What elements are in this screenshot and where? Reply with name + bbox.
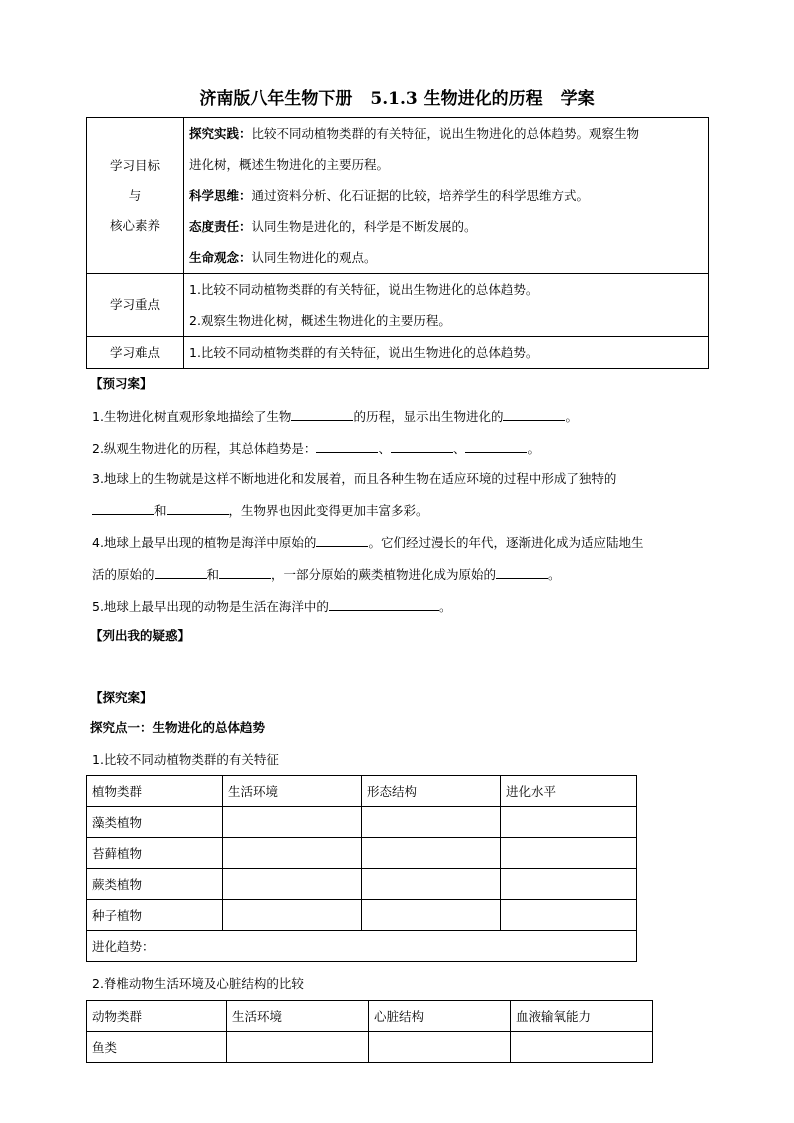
difficulty-row xyxy=(87,337,709,369)
answer-blank[interactable] xyxy=(167,500,229,515)
key-points-content xyxy=(184,274,709,337)
preview-question-3: 3.地球上的生物就是这样不断地进化和发展着，而且各种生物在适应环境的过程中形成了独特的 xyxy=(92,471,617,486)
preview-question-1: 1.生物进化树直观形象地描绘了生物 的历程，显示出生物进化的 。 xyxy=(92,406,578,427)
table-header-cell: 心脏结构 xyxy=(369,1001,511,1032)
goal-item: 生命观念：认同生物进化的观点。 xyxy=(189,250,377,265)
table-cell-blank[interactable] xyxy=(362,900,501,931)
page-title xyxy=(0,84,794,109)
table-header-cell: 生活环境 xyxy=(223,776,362,807)
table-row-label: 藻类植物 xyxy=(87,807,223,838)
key-point-item: 1.比较不同动植物类群的有关特征，说出生物进化的总体趋势。 xyxy=(189,282,539,297)
goals-label-line: 与 xyxy=(128,187,142,203)
answer-blank[interactable] xyxy=(291,406,353,421)
table-cell-blank[interactable] xyxy=(501,838,637,869)
animal-comparison-table xyxy=(86,1000,653,1063)
explore-heading: 【探究案】 xyxy=(90,690,153,705)
table-header-cell: 血液输氧能力 xyxy=(511,1001,653,1032)
goals-content xyxy=(184,118,709,274)
answer-blank[interactable] xyxy=(316,438,378,453)
table-cell-blank[interactable] xyxy=(362,838,501,869)
table-header-cell: 进化水平 xyxy=(501,776,637,807)
answer-blank[interactable] xyxy=(465,438,527,453)
table-cell-blank[interactable] xyxy=(223,838,362,869)
trend-row xyxy=(87,931,637,962)
explore-point-1: 探究点一：生物进化的总体趋势 xyxy=(90,720,266,735)
table-cell-blank[interactable] xyxy=(369,1032,511,1063)
preview-question-2: 2.纵观生物进化的历程，其总体趋势是： 、 、 。 xyxy=(92,438,540,459)
goal-item: 探究实践：比较不同动植物类群的有关特征，说出生物进化的总体趋势。观察生物 xyxy=(189,126,640,141)
goals-label xyxy=(87,118,184,274)
answer-blank[interactable] xyxy=(92,500,154,515)
title-part-2: 5.1.3 生物进化的历程 xyxy=(370,89,543,109)
table-cell-blank[interactable] xyxy=(223,869,362,900)
table-header-row xyxy=(87,1001,653,1032)
table-header-cell: 生活环境 xyxy=(227,1001,369,1032)
difficulty-content: 1.比较不同动植物类群的有关特征，说出生物进化的总体趋势。 xyxy=(184,337,709,369)
preview-question-3-cont: 和 ，生物界也因此变得更加丰富多彩。 xyxy=(92,500,429,521)
table-row-label: 苔藓植物 xyxy=(87,838,223,869)
preview-question-4: 4.地球上最早出现的植物是海洋中原始的 。它们经过漫长的年代，逐渐进化成为适应陆地生 xyxy=(92,532,643,553)
table-cell-blank[interactable] xyxy=(501,900,637,931)
goal-item: 科学思维：通过资料分析、化石证据的比较，培养学生的科学思维方式。 xyxy=(189,188,590,203)
title-part-1: 济南版八年生物下册 xyxy=(199,89,353,109)
table-row-label: 鱼类 xyxy=(87,1032,227,1063)
preview-heading: 【预习案】 xyxy=(90,376,153,391)
doubts-heading: 【列出我的疑惑】 xyxy=(90,628,191,643)
table-row-label: 种子植物 xyxy=(87,900,223,931)
preview-question-5: 5.地球上最早出现的动物是生活在海洋中的 。 xyxy=(92,596,451,617)
answer-blank[interactable] xyxy=(496,564,548,579)
goal-item: 进化树，概述生物进化的主要历程。 xyxy=(189,157,390,172)
preview-question-4-cont: 活的原始的 和 ，一部分原始的蕨类植物进化成为原始的 。 xyxy=(92,564,561,585)
table-cell-blank[interactable] xyxy=(511,1032,653,1063)
table-row xyxy=(87,900,637,931)
table-cell-blank[interactable] xyxy=(362,807,501,838)
key-points-row xyxy=(87,274,709,337)
goals-label-line: 学习目标 xyxy=(109,157,160,173)
table-row xyxy=(87,838,637,869)
table-cell-blank[interactable] xyxy=(501,807,637,838)
table-row xyxy=(87,1032,653,1063)
table-cell-blank[interactable] xyxy=(223,807,362,838)
answer-blank[interactable] xyxy=(155,564,207,579)
trend-cell[interactable]: 进化趋势： xyxy=(87,931,637,962)
table-cell-blank[interactable] xyxy=(501,869,637,900)
table-row xyxy=(87,807,637,838)
explore-sub-2: 2.脊椎动物生活环境及心脏结构的比较 xyxy=(92,976,304,991)
goals-row xyxy=(87,118,709,274)
table-header-cell: 形态结构 xyxy=(362,776,501,807)
table-header-row xyxy=(87,776,637,807)
goal-item: 态度责任：认同生物是进化的，科学是不断发展的。 xyxy=(189,219,477,234)
key-point-item: 2.观察生物进化树，概述生物进化的主要历程。 xyxy=(189,313,451,328)
goals-table xyxy=(86,117,709,369)
table-header-cell: 植物类群 xyxy=(87,776,223,807)
table-cell-blank[interactable] xyxy=(223,900,362,931)
table-row xyxy=(87,869,637,900)
table-row-label: 蕨类植物 xyxy=(87,869,223,900)
goals-label-line: 核心素养 xyxy=(109,217,160,233)
answer-blank[interactable] xyxy=(329,596,439,611)
table-cell-blank[interactable] xyxy=(227,1032,369,1063)
difficulty-label: 学习难点 xyxy=(87,337,184,369)
answer-blank[interactable] xyxy=(503,406,565,421)
plant-comparison-table xyxy=(86,775,637,962)
answer-blank[interactable] xyxy=(219,564,271,579)
table-cell-blank[interactable] xyxy=(362,869,501,900)
answer-blank[interactable] xyxy=(391,438,453,453)
title-part-3: 学案 xyxy=(560,89,595,109)
key-points-label: 学习重点 xyxy=(87,274,184,337)
answer-blank[interactable] xyxy=(316,532,368,547)
explore-sub-1: 1.比较不同动植物类群的有关特征 xyxy=(92,752,279,767)
table-header-cell: 动物类群 xyxy=(87,1001,227,1032)
